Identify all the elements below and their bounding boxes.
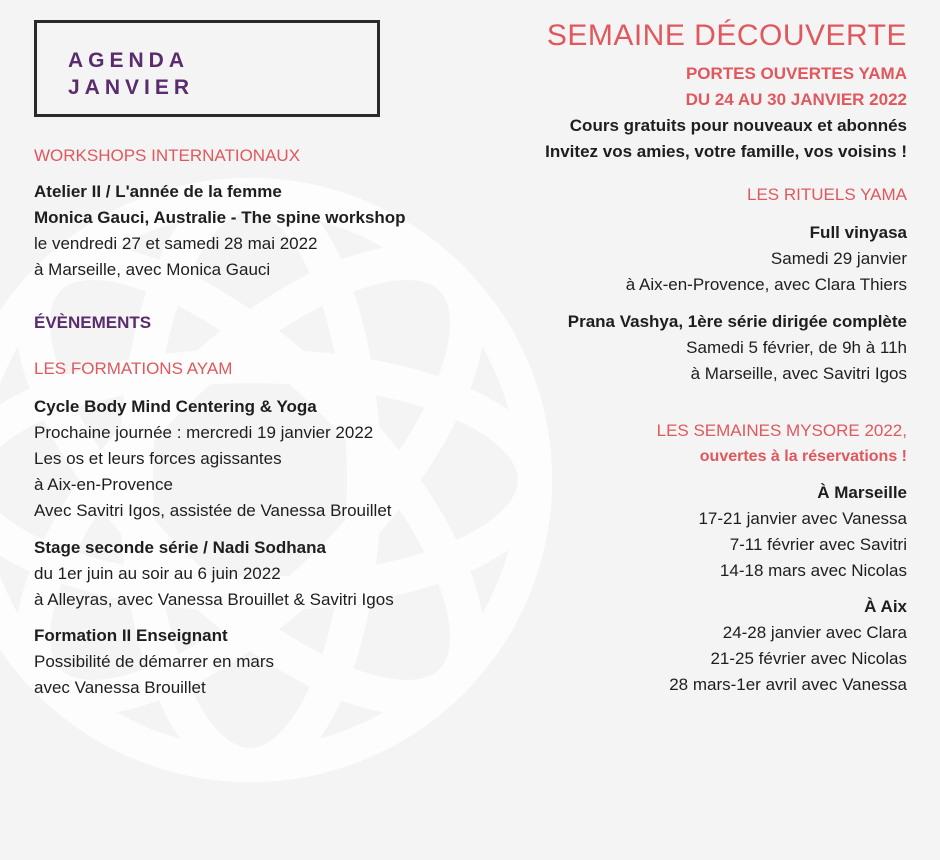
formation-line: Prochaine journée : mercredi 19 janvier 2022	[34, 423, 374, 442]
formation-line: avec Vanessa Brouillet	[34, 678, 206, 697]
agenda-title-line1: AGENDA	[68, 49, 190, 72]
formation-line: Possibilité de démarrer en mars	[34, 652, 274, 671]
formation-line: à Alleyras, avec Vanessa Brouillet & Savitri Igos	[34, 590, 394, 609]
mysore-date: 7-11 février avec Savitri	[729, 535, 907, 554]
rituel-line: à Marseille, avec Savitri Igos	[690, 364, 907, 383]
decouverte-sub1: PORTES OUVERTES YAMA	[685, 64, 907, 83]
decouverte-sub2: DU 24 AU 30 JANVIER 2022	[685, 90, 907, 109]
workshop-date: le vendredi 27 et samedi 28 mai 2022	[34, 234, 318, 253]
agenda-title-line2: JANVIER	[68, 76, 195, 99]
rituel-title: Full vinyasa	[809, 223, 907, 242]
rituel-line: à Aix-en-Provence, avec Clara Thiers	[625, 275, 907, 294]
mysore-heading: LES SEMAINES MYSORE 2022,	[656, 421, 907, 440]
mysore-location: À Marseille	[817, 483, 907, 502]
rituel-title: Prana Vashya, 1ère série dirigée complète	[567, 312, 907, 331]
workshops-heading: WORKSHOPS INTERNATIONAUX	[34, 146, 301, 165]
decouverte-heading: SEMAINE DÉCOUVERTE	[546, 19, 907, 52]
rituel-line: Samedi 29 janvier	[770, 249, 907, 268]
evenements-heading: ÉVÈNEMENTS	[34, 313, 152, 332]
mysore-date: 21-25 février avec Nicolas	[710, 649, 907, 668]
decouverte-line2: Invitez vos amies, votre famille, vos voisins !	[545, 142, 907, 161]
mysore-date: 17-21 janvier avec Vanessa	[698, 509, 907, 528]
rituels-heading: LES RITUELS YAMA	[747, 185, 907, 204]
formation-line: à Aix-en-Provence	[34, 475, 173, 494]
mysore-date: 24-28 janvier avec Clara	[722, 623, 907, 642]
mysore-date: 28 mars-1er avril avec Vanessa	[669, 675, 907, 694]
mysore-date: 14-18 mars avec Nicolas	[719, 561, 907, 580]
formation-title: Cycle Body Mind Centering & Yoga	[34, 397, 317, 416]
formation-line: du 1er juin au soir au 6 juin 2022	[34, 564, 281, 583]
mysore-subheading: ouvertes à la réservations !	[699, 448, 907, 465]
agenda-title-box	[34, 20, 380, 117]
formation-title: Stage seconde série / Nadi Sodhana	[34, 538, 326, 557]
rituel-line: Samedi 5 février, de 9h à 11h	[686, 338, 907, 357]
formation-line: Avec Savitri Igos, assistée de Vanessa Brouillet	[34, 501, 392, 520]
formations-heading: LES FORMATIONS AYAM	[34, 359, 233, 378]
formation-title: Formation II Enseignant	[34, 626, 228, 645]
workshop-place: à Marseille, avec Monica Gauci	[34, 260, 271, 279]
decouverte-line1: Cours gratuits pour nouveaux et abonnés	[569, 116, 907, 135]
workshop-title-1: Atelier II / L'année de la femme	[34, 182, 282, 201]
mysore-location: À Aix	[864, 597, 907, 616]
workshop-title-2: Monica Gauci, Australie - The spine workshop	[34, 208, 406, 227]
formation-line: Les os et leurs forces agissantes	[34, 449, 282, 468]
